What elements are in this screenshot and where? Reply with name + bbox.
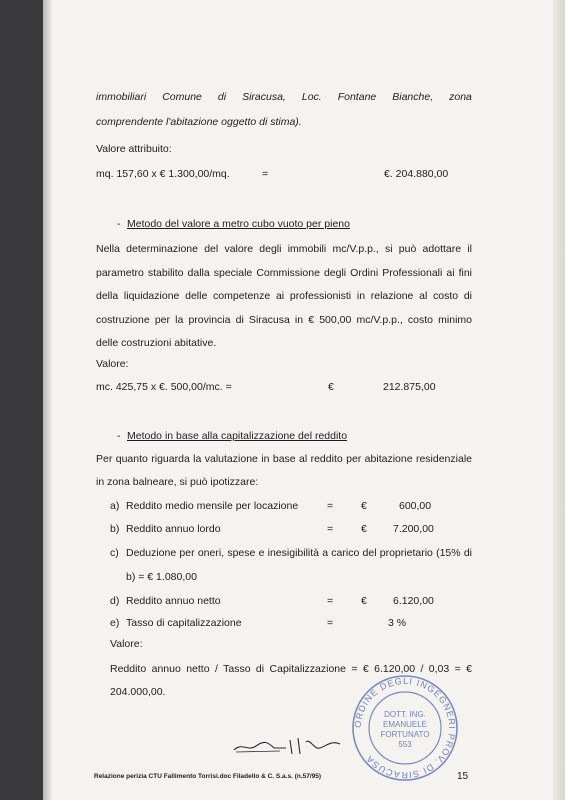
list-item-continuation: b) = € 1.080,00 [126,571,197,583]
valore-attribuito-equals: = [262,168,269,180]
engineer-seal-stamp [350,673,460,783]
intro-word: Fontane [337,91,377,103]
final-formula: Reddito annuo netto / Tasso di Capitalizzazione = € 6.120,00 / 0,03 = € [110,663,472,675]
list-item-letter: c) [110,547,119,559]
stamp-line: 553 [398,740,412,749]
list-item-equals: = [327,617,334,629]
intro-line-1 [96,91,472,104]
list-item-label: Deduzione per oneri, spese e inesigibilità a carico del proprietario (15% di [126,547,472,559]
stamp-line: FORTUNATO [380,730,430,739]
list-item-value: 6.120,00 [393,595,434,607]
valore-label: Valore: [96,358,129,370]
intro-line-2: comprendente l'abitazione oggetto di stima). [96,116,302,128]
intro-word: Comune [162,91,202,103]
paragraph-line: Per quanto riguarda la valutazione in base al reddito per abitazione residenziale [96,453,472,465]
metro-cubo-formula: mc. 425,75 x €. 500,00/mc. = [96,381,232,393]
list-item-value: 600,00 [399,500,432,512]
paragraph-line: delle costruzioni abitative. [96,337,217,349]
paragraph-line: Nella determinazione del valore degli immobili mc/V.p.p., si può adottare il [96,243,472,255]
list-item-letter: a) [110,500,120,512]
handwritten-signature [228,728,348,758]
list-item-currency: € [361,500,367,512]
stamp-ring-text: ORDINE DEGLI INGEGNERI PROV. DI SIRACUSA [352,675,458,781]
section-heading: Metodo in base alla capitalizzazione del reddito [127,430,348,442]
section-heading: Metodo del valore a metro cubo vuoto per pieno [127,218,350,230]
section-dash: - [117,430,121,442]
valore-attribuito-result: €. 204.880,00 [384,168,449,180]
page-edge [553,0,565,800]
paragraph-line: parametro stabilito dalla speciale Commissione degli Ordini Professionali ai fini [96,267,472,279]
list-item-equals: = [327,523,334,535]
list-item-label: Tasso di capitalizzazione [126,617,242,629]
paragraph-line: della liquidazione delle competenze ai professionisti in relazione al costo di [96,290,472,302]
list-item-letter: b) [110,523,120,535]
metro-cubo-currency: € [328,381,334,393]
metro-cubo-result: 212.875,00 [383,381,436,393]
valore-label: Valore: [110,638,143,650]
final-result: 204.000,00. [110,686,166,698]
intro-word: zona [449,91,472,103]
intro-word: Siracusa, [242,91,286,103]
intro-word: immobiliari [96,91,147,103]
valore-attribuito-label: Valore attribuito: [96,143,172,155]
page-number: 15 [457,771,469,782]
stamp-line: DOTT. ING. [384,710,426,719]
binding-shadow [43,0,53,800]
valore-attribuito-formula: mq. 157,60 x € 1.300,00/mq. [96,168,230,180]
list-item-value: 7.200,00 [393,523,434,535]
list-item-value: 3 % [388,617,407,629]
list-item-letter: d) [110,595,120,607]
list-item-label: Reddito medio mensile per locazione [126,500,299,512]
list-item-currency: € [361,595,367,607]
list-item-equals: = [327,500,334,512]
paragraph-line: in zona balneare, si può ipotizzare: [96,476,259,488]
intro-word: Bianche, [392,91,434,103]
footer-text: Relazione perizia CTU Fallimento Torrisi.doc Filadello & C. S.a.s. (n.57/95) [94,773,322,780]
list-item-equals: = [327,595,334,607]
list-item-letter: e) [110,617,120,629]
list-item-label: Reddito annuo lordo [126,523,221,535]
intro-word: di [217,91,227,103]
intro-word: Loc. [301,91,322,103]
list-item-label: Reddito annuo netto [126,595,221,607]
stamp-line: EMANUELE [382,720,428,729]
paragraph-line: costruzione per la provincia di Siracusa in € 500,00 mc/V.p.p., costo minimo [96,314,472,326]
section-dash: - [117,218,121,230]
list-item-currency: € [361,523,367,535]
